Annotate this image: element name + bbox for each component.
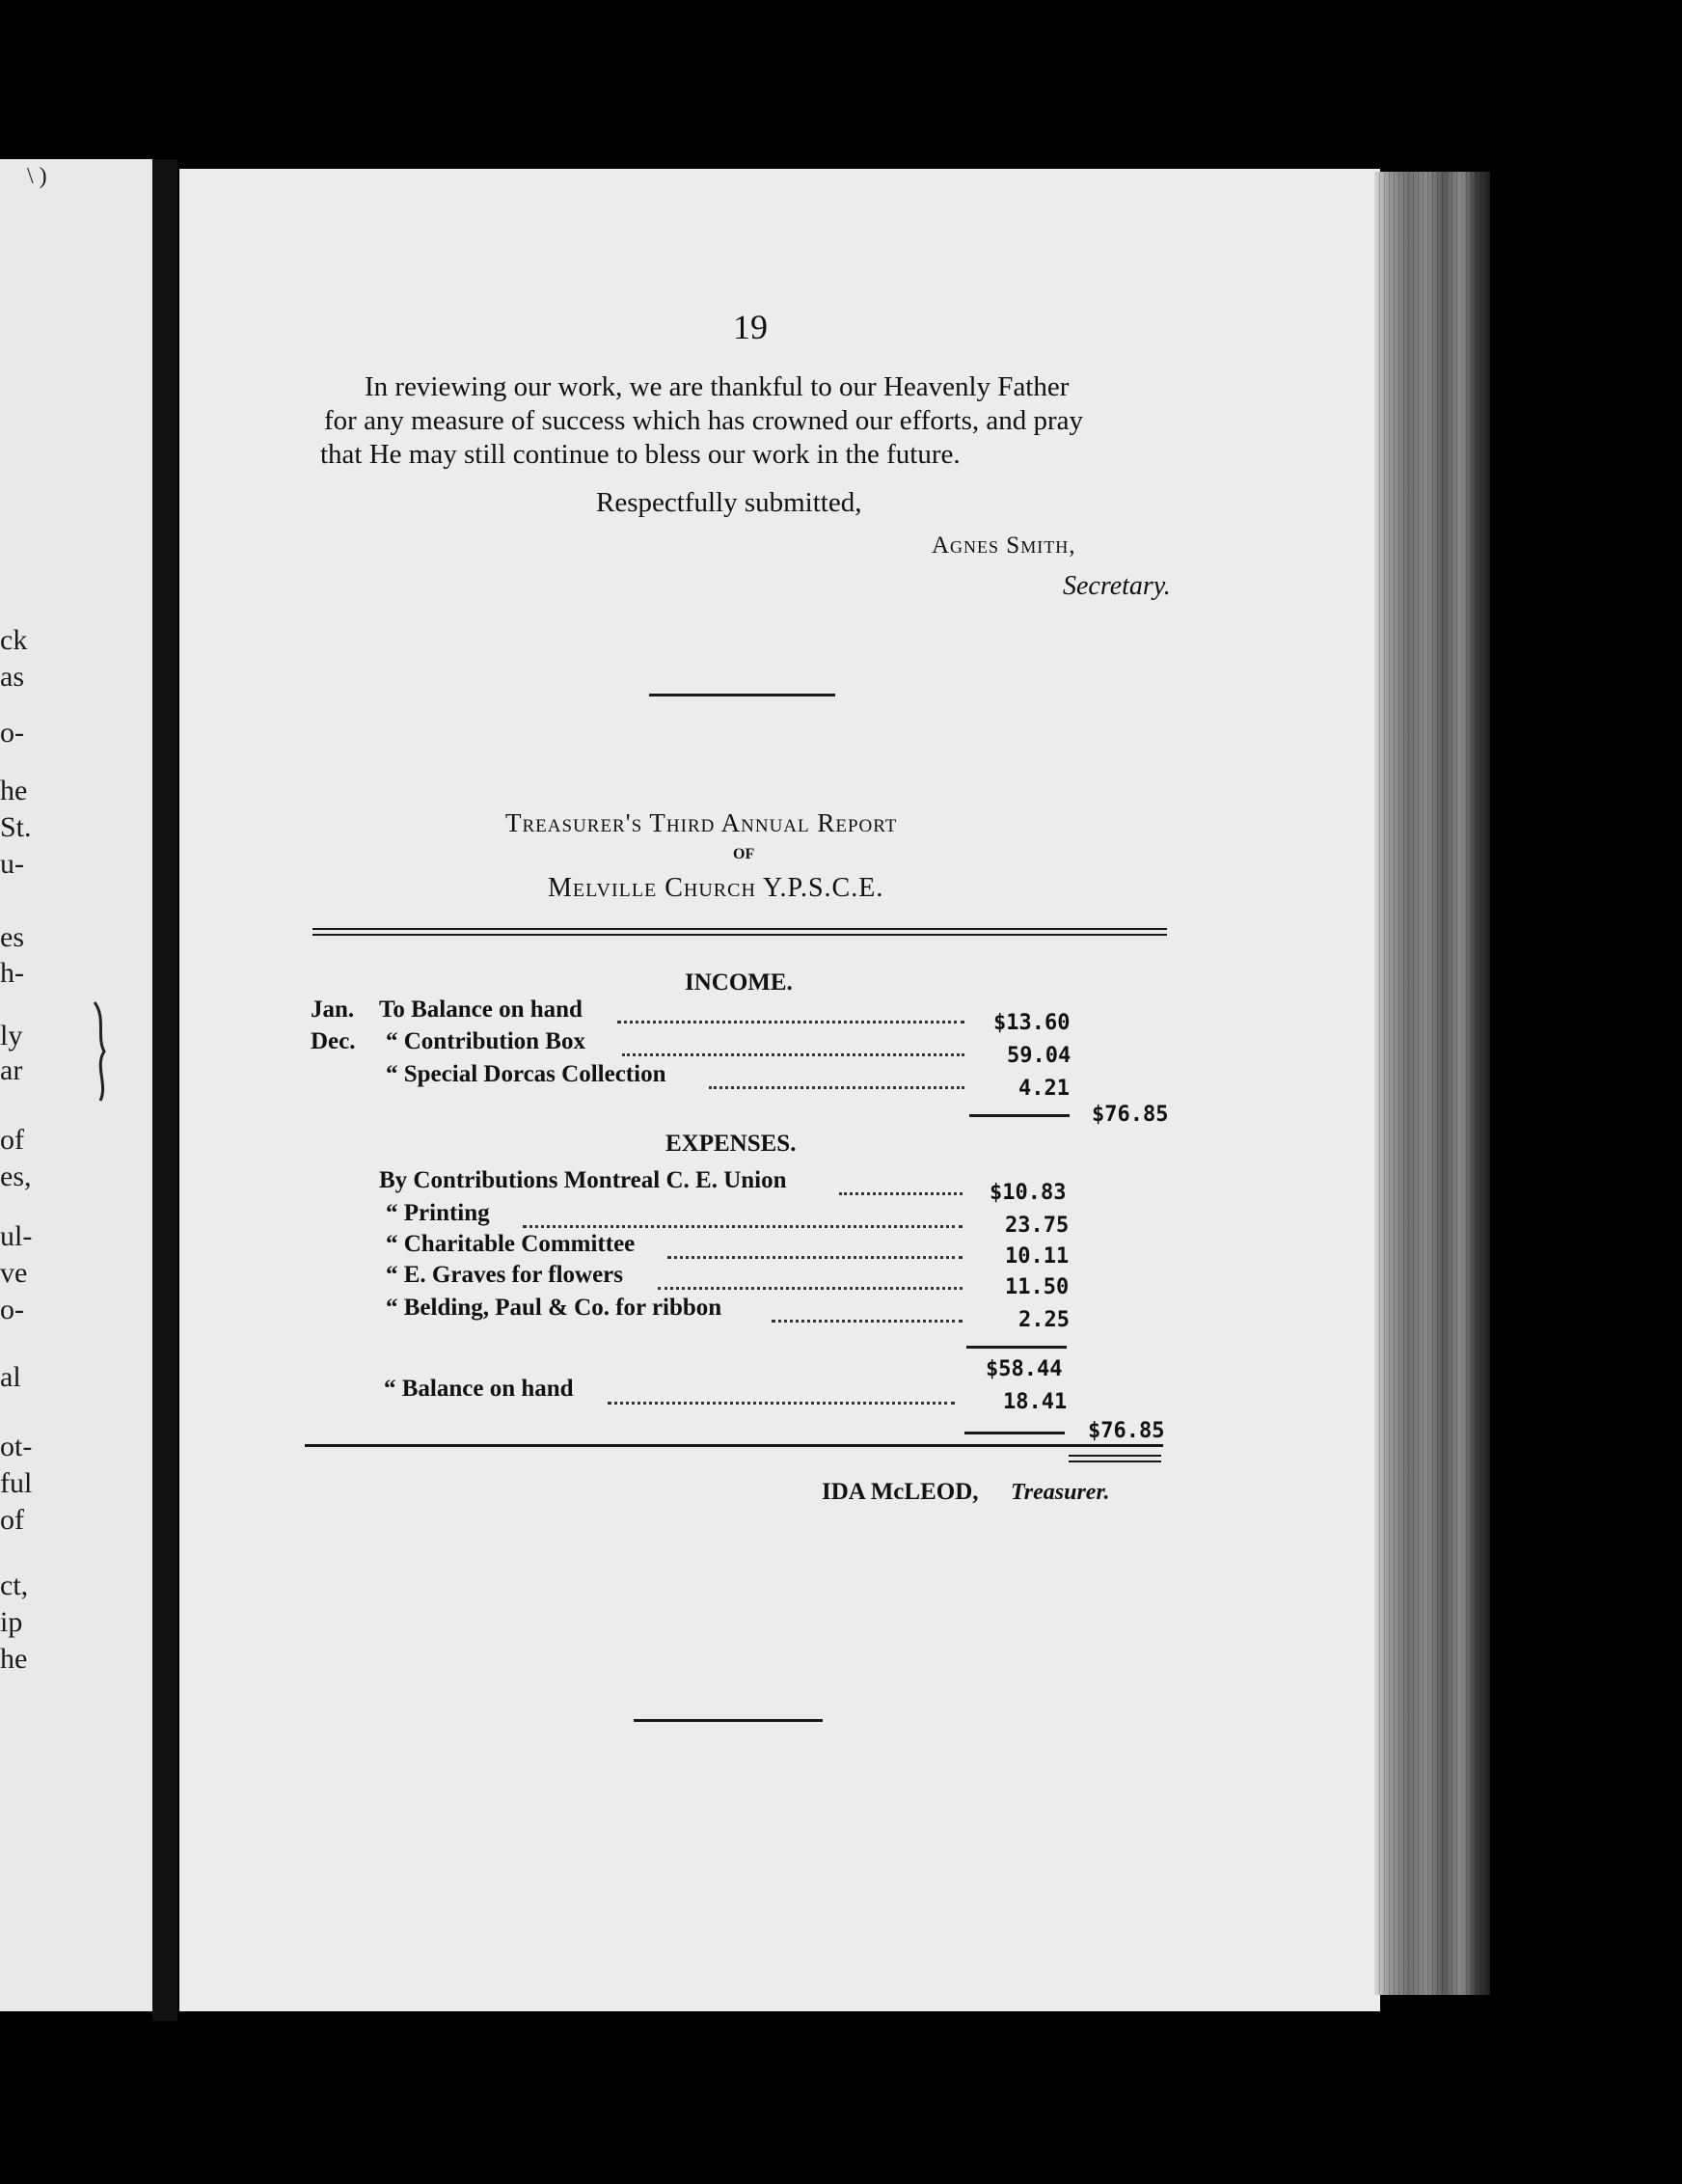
left-page-text: u-: [0, 848, 24, 880]
left-page-text: es: [0, 921, 24, 953]
report-title: Treasurer's Third Annual Report: [505, 808, 898, 837]
left-page-text: of: [0, 1124, 24, 1156]
page-number: 19: [733, 308, 768, 346]
left-page-text: h-: [0, 957, 24, 989]
treasurer-title: Treasurer.: [1011, 1480, 1110, 1505]
expense-label: “ Belding, Paul & Co. for ribbon: [386, 1295, 722, 1321]
left-page-text: ar: [0, 1054, 23, 1086]
salutation: Respectfully submitted,: [596, 487, 862, 518]
left-page-text: ct,: [0, 1570, 29, 1601]
left-page-text: ly: [0, 1020, 23, 1051]
total-double-rule: [1069, 1455, 1161, 1457]
income-label: “ Contribution Box: [386, 1028, 585, 1054]
income-heading: INCOME.: [685, 969, 793, 996]
dot-leader: [523, 1225, 963, 1228]
left-page-text: he: [0, 775, 28, 806]
income-label: “ Special Dorcas Collection: [386, 1061, 666, 1087]
separator-rule: [634, 1719, 823, 1722]
treasurer-name: IDA McLEOD,: [822, 1479, 979, 1505]
page-edges-texture: [1379, 172, 1485, 1995]
dot-leader: [617, 1021, 964, 1024]
balance-label: “ Balance on hand: [384, 1376, 574, 1402]
left-page-text: St.: [0, 811, 32, 843]
report-subtitle: Melville Church Y.P.S.C.E.: [548, 873, 884, 903]
expense-label: “ Printing: [386, 1200, 490, 1226]
dot-leader: [667, 1256, 963, 1259]
expense-label: By Contributions Montreal C. E. Union: [379, 1167, 787, 1193]
left-page-fragment: [0, 159, 152, 2011]
left-page-text: o-: [0, 717, 24, 749]
balance-amount: 18.41: [1003, 1390, 1068, 1414]
income-month: Jan.: [311, 996, 355, 1023]
sum-rule: [969, 1114, 1070, 1117]
signatory-name: Agnes Smith,: [932, 532, 1076, 559]
dot-leader: [839, 1192, 963, 1195]
left-page-text: ul-: [0, 1220, 33, 1252]
left-page-text: as: [0, 661, 24, 693]
dot-leader: [772, 1320, 963, 1323]
left-page-text: ot-: [0, 1431, 33, 1462]
income-month: Dec.: [311, 1028, 356, 1054]
left-page-text: ful: [0, 1467, 33, 1499]
expenses-total: $76.85: [1088, 1419, 1165, 1443]
dot-leader: [608, 1402, 955, 1405]
expense-amount: 11.50: [1005, 1275, 1070, 1299]
paragraph-line: In reviewing our work, we are thankful to our Heavenly Father: [365, 371, 1070, 402]
left-page-text: of: [0, 1504, 24, 1536]
income-amount: 59.04: [1007, 1044, 1072, 1068]
sum-rule: [964, 1432, 1065, 1434]
expense-amount: $10.83: [990, 1181, 1067, 1205]
double-rule-top: [312, 928, 1167, 930]
income-label: To Balance on hand: [379, 996, 583, 1023]
double-rule-top: [312, 934, 1167, 936]
dot-leader: [658, 1287, 963, 1290]
left-page-text: ck: [0, 624, 28, 656]
income-total: $76.85: [1092, 1103, 1169, 1127]
expense-amount: 2.25: [1018, 1308, 1070, 1332]
total-double-rule: [1069, 1461, 1161, 1462]
expense-label: “ Charitable Committee: [386, 1231, 636, 1257]
income-amount: 4.21: [1018, 1077, 1070, 1101]
dot-leader: [622, 1053, 964, 1056]
expenses-subtotal: $58.44: [986, 1357, 1063, 1381]
left-page-text: al: [0, 1361, 21, 1393]
bottom-rule: [305, 1444, 1163, 1447]
expenses-heading: EXPENSES.: [665, 1131, 797, 1157]
separator-rule: [649, 694, 835, 696]
left-page-text: es,: [0, 1160, 32, 1192]
left-page-text: \ ): [27, 164, 47, 189]
expense-amount: 23.75: [1005, 1214, 1070, 1238]
bracket-mark-icon: [87, 998, 125, 1105]
signatory-title: Secretary.: [1063, 571, 1171, 601]
left-page-text: he: [0, 1643, 28, 1675]
left-page-text: ve: [0, 1257, 28, 1289]
left-page-text: o-: [0, 1294, 24, 1325]
sum-rule: [966, 1346, 1067, 1349]
left-page-text: ip: [0, 1606, 23, 1638]
dot-leader: [709, 1086, 964, 1089]
paragraph-line: that He may still continue to bless our work in the future.: [320, 439, 961, 470]
expense-amount: 10.11: [1005, 1244, 1070, 1269]
report-title-of: OF: [733, 846, 755, 862]
expense-label: “ E. Graves for flowers: [386, 1262, 624, 1288]
book-gutter: [152, 159, 177, 2021]
income-amount: $13.60: [993, 1011, 1071, 1035]
paragraph-line: for any measure of success which has crowned our efforts, and pray: [324, 405, 1084, 436]
